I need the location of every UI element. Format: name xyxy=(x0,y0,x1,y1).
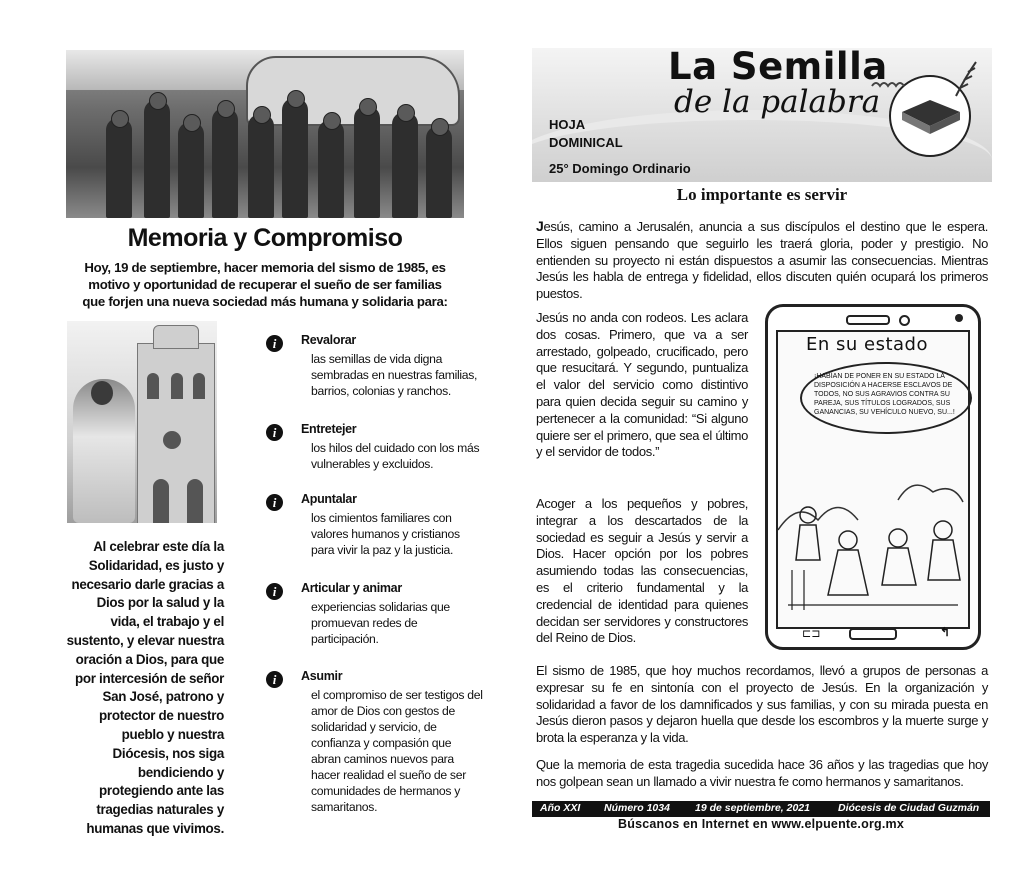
photo-head xyxy=(183,114,201,132)
cartoon-title: En su estado xyxy=(806,334,928,355)
photo-head xyxy=(431,118,449,136)
photo-head xyxy=(323,112,341,130)
church-door xyxy=(187,479,203,523)
action-title: Asumir xyxy=(301,669,343,683)
saint-head xyxy=(91,381,113,405)
hoja-dominical-label xyxy=(549,116,623,152)
church-saint-photo xyxy=(67,321,217,523)
photo-head xyxy=(111,110,129,128)
church-window xyxy=(147,373,159,399)
photo-head xyxy=(397,104,415,122)
rescue-workers-photo xyxy=(66,50,464,218)
article-paragraph: Jesús no anda con rodeos. Les aclara dos cosas. Primero, que va a ser arrestado, golpeado, crucificado, pero que resucitará. Y segundo, puntualiza el valor del servicio como distintivo para quien decida seguir su camino y pertenecer a la comunidad: “Si alguno quiere ser el primero, que sea el último y el servidor de todos.” xyxy=(536,310,748,460)
photo-head xyxy=(149,92,167,110)
phone-speaker xyxy=(846,315,890,325)
action-text: los cimientos familiares con valores humanos y cristianos para vivir la paz y la justicia. xyxy=(311,511,460,557)
brand-subtitle: de la palabra xyxy=(674,84,881,120)
info-icon: i xyxy=(266,424,283,441)
action-item xyxy=(266,581,476,661)
footer-bar xyxy=(532,801,990,817)
church-rose-window xyxy=(163,431,181,449)
drop-letter: J xyxy=(536,218,544,234)
action-item xyxy=(266,669,483,829)
page-title: Memoria y Compromiso xyxy=(127,224,403,252)
action-item xyxy=(266,422,480,482)
article-paragraph: Acoger a los pequeños y pobres, integrar a los descartados de la sociedad es seguir a Jesús y servir a Dios. Hacer opción por los pobres asumiendo todas las consecuencias, es el criterio fundamental y la credencial de identidad para quienes decidan ser servidores y constructores del Reino de Dios. xyxy=(536,496,748,646)
footer-website: Búscanos en Internet en www.elpuente.org.mx xyxy=(618,817,904,831)
article-paragraph xyxy=(536,218,988,303)
photo-person xyxy=(426,126,452,218)
photo-person xyxy=(106,118,132,218)
phone-sensor xyxy=(955,314,963,322)
info-icon: i xyxy=(266,671,283,688)
photo-head xyxy=(253,106,271,124)
photo-person xyxy=(354,106,380,218)
church-window xyxy=(171,373,183,399)
info-icon: i xyxy=(266,494,283,511)
footer-year: Año XXI xyxy=(540,802,581,814)
brand-title: La Semilla xyxy=(668,45,888,88)
church-window xyxy=(193,373,205,399)
article-title: Lo importante es servir xyxy=(676,185,848,204)
photo-person xyxy=(392,112,418,218)
photo-person xyxy=(248,114,274,218)
photo-person xyxy=(318,120,344,218)
photo-head xyxy=(217,100,235,118)
church-cupola xyxy=(153,325,199,349)
bible-wheat-logo xyxy=(866,56,980,160)
footer-number: Número 1034 xyxy=(604,802,670,814)
home-button xyxy=(849,628,897,640)
article-paragraph: El sismo de 1985, que hoy muchos recordamos, llevó a grupos de personas a expresar su fe en sintonía con el proyecto de Jesús. En la organización y solidaridad a favor de los damnificados y sus familias, y con su mirada puesta en Jesús dieron pasos y dejaron huella que desde los escombros y la muerte surge y brota la esperanza y la vida. xyxy=(536,663,988,746)
footer-diocese: Diócesis de Ciudad Guzmán xyxy=(838,802,980,814)
photo-head xyxy=(287,90,305,108)
action-title: Articular y animar xyxy=(301,581,402,595)
action-text: el compromiso de ser testigos del amor de Dios con gestos de solidaridad y servicio, de confianza y compasión que abran caminos nuevos para hacer realidad el sueño de ser comunidades de hermanos y samaritanos. xyxy=(311,688,483,814)
photo-car xyxy=(246,56,460,126)
dominical-line: DOMINICAL xyxy=(549,135,623,150)
action-text: los hilos del cuidado con los más vulnerables y excluidos. xyxy=(311,441,480,471)
menu-icon: ⊏⊐ xyxy=(802,628,821,640)
hoja-line: HOJA xyxy=(549,117,586,132)
action-item xyxy=(266,333,476,413)
back-icon: ↰ xyxy=(940,625,951,639)
article-paragraph: Que la memoria de esta tragedia sucedida hace 36 años y las tragedias que hoy nos golpean sean un llamado a vivir nuestra fe como hermanos y samaritanos. xyxy=(536,757,988,789)
info-icon: i xyxy=(266,583,283,600)
photo-person xyxy=(144,100,170,218)
church-door xyxy=(153,479,169,523)
action-text: experiencias solidarias que promuevan redes de participación. xyxy=(311,600,450,646)
photo-person xyxy=(212,108,238,218)
action-title: Apuntalar xyxy=(301,492,357,506)
sunday-label: 25° Domingo Ordinario xyxy=(549,161,691,176)
intro-text: Hoy, 19 de septiembre, hacer memoria del sismo de 1985, es motivo y oportunidad de recuperar el sueño de ser familias que forjen una nueva sociedad más humana y solidaria para: xyxy=(82,260,448,309)
speech-bubble-text: ¡HABÍAN DE PONER EN SU ESTADO LA DISPOSICIÓN A HACERSE ESCLAVOS DE TODOS, NO SUS AGRAVIOS CONTRA SU PAREJA, SUS TÍTULOS LOGRADOS, SUS GANANCIAS, SU VEHÍCULO NUEVO, SU...! xyxy=(814,373,955,416)
phone-camera xyxy=(899,315,910,326)
photo-head xyxy=(359,98,377,116)
action-title: Revalorar xyxy=(301,333,356,347)
photo-person xyxy=(282,98,308,218)
paragraph-text: esús, camino a Jerusalén, anuncia a sus discípulos el destino que le espera. Ellos siguen pensando que seguirlo les traerá gloria, poder y prestigio. No entienden su proyecto ni están dispuestos a asumir las consecuencias. Mientras Jesús les habla de entrega y fidelidad, ellos discuten quién ocupará los primeros puestos. xyxy=(536,219,988,302)
info-icon: i xyxy=(266,335,283,352)
action-title: Entretejer xyxy=(301,422,357,436)
action-item xyxy=(266,492,476,572)
action-text: las semillas de vida digna sembradas en nuestras familias, barrios, colonias y ranchos. xyxy=(311,352,478,398)
photo-person xyxy=(178,122,204,218)
prayer-text: Al celebrar este día la Solidaridad, es justo y necesario darle gracias a Dios por la salud y la vida, el trabajo y el sustento, y elevar nuestra oración a Dios, para que por intercesión de señor San José, patrono y protector de nuestro pueblo y nuestra Diócesis, nos siga bendiciendo y protegiendo ante las tragedias naturales y humanas que vivimos. xyxy=(66,539,224,836)
cartoon-crowd-drawing xyxy=(778,470,966,620)
footer-date: 19 de septiembre, 2021 xyxy=(695,802,810,814)
